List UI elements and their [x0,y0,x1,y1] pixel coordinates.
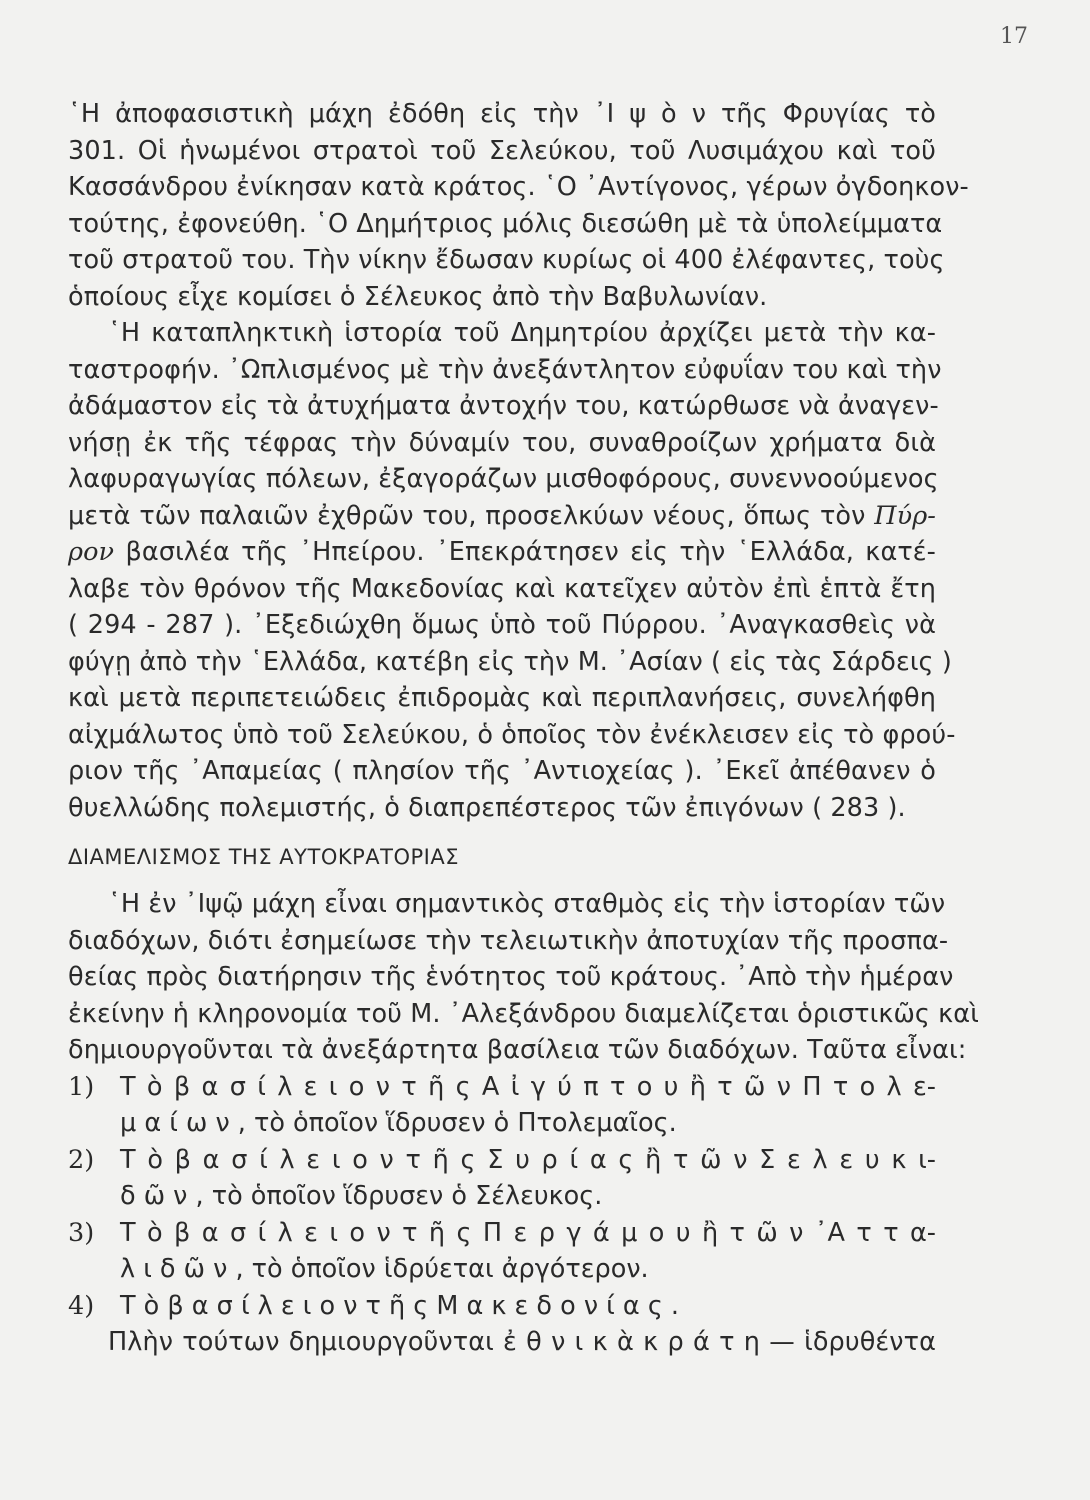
text-line: αἰχμάλωτος ὑπὸ τοῦ Σελεύκου, ὁ ὁποῖος τὸν ἐνέκλεισεν εἰς τὸ φρού- [68,719,956,750]
list-text: Τ ὸ β α σ ί λ ε ι ο ν τ ῆ ς Π ε ρ γ ά μ ο υ ἢ τ ῶ ν ᾿Α τ τ α- [120,1217,936,1248]
text-line: ταστροφήν. ᾿Ωπλισμένος μὲ τὴν ἀνεξάντλητον εὐφυΐαν του καὶ τὴν [68,354,942,385]
text-line: θυελλώδης πολεμιστής, ὁ διαπρεπέστερος τῶν ἐπιγόνων ( 283 ). [68,792,906,823]
text-line: ὁποίους εἶχε κομίσει ὁ Σέλευκος ἀπὸ τὴν Βαβυλωνίαν. [68,281,768,312]
page-number: 17 [1000,24,1028,49]
text-line: θείας πρὸς διατήρησιν τῆς ἑνότητος τοῦ κράτους. ᾿Απὸ τὴν ἡμέραν [68,962,954,992]
list-item-continuation [68,1251,936,1288]
list-text: λ ι δ ῶ ν , τὸ ὁποῖον ἱδρύεται ἀργότερον. [120,1254,649,1284]
pyrrhus-name-italic: ρον [68,537,115,567]
text-line: ῾Η ἀποφασιστικὴ μάχη ἐδόθη εἰς τὴν ᾿Ι ψ ὸ ν τῆς Φρυγίας τὸ [68,99,936,129]
paragraph-demetrius-story [68,315,956,826]
text-line: διαδόχων, διότι ἐσημείωσε τὴν τελειωτικὴν ἀποτυχίαν τῆς προσπα- [68,925,949,956]
list-text: Τ ὸ β α σ ί λ ε ι ο ν τ ῆ ς Μ α κ ε δ ο ν ί α ς . [120,1290,679,1321]
text-line: 301. Οἱ ἡνωμένοι στρατοὶ τοῦ Σελεύκου, τοῦ Λυσιμάχου καὶ τοῦ [68,135,936,166]
text-line: ( 294 - 287 ). ᾿Εξεδιώχθη ὅμως ὑπὸ τοῦ Πύρρου. ᾿Αναγκασθεὶς νὰ [68,610,936,640]
list-text: δ ῶ ν , τὸ ὁποῖον ἵδρυσεν ὁ Σέλευκος. [120,1181,603,1211]
text-line: Κασσάνδρου ἐνίκησαν κατὰ κράτος. ῾Ο ᾿Αντίγονος, γέρων ὀγδοηκον- [68,172,969,202]
text-line: δημιουργοῦνται τὰ ἀνεξάρτητα βασίλεια τῶν διαδόχων. Ταῦτα εἶναι: [68,1035,967,1065]
text-line: ριον τῆς ᾿Απαμείας ( πλησίον τῆς ᾿Αντιοχείας ). ᾿Εκεῖ ἀπέθανεν ὁ [68,756,936,786]
text-line: νήσῃ ἐκ τῆς τέφρας τὴν δύναμίν του, συναθροίζων χρήματα διὰ [68,427,936,458]
page-text [68,96,979,1361]
list-text: μ α ί ω ν , τὸ ὁποῖον ἵδρυσεν ὁ Πτολεμαῖος. [120,1108,677,1138]
list-item-continuation [68,1178,936,1215]
paragraph-battle-of-ipsus [68,96,969,315]
text-line: Πλὴν τούτων δημιουργοῦνται ἐ θ ν ι κ ὰ κ ρ ά τ η — ἱδρυθέντα [108,1327,936,1357]
text-segment: μετὰ τῶν παλαιῶν ἐχθρῶν του, προσελκύων νέους, ὅπως τὸν [68,500,875,531]
kingdoms-list [68,1069,936,1325]
section-heading: ΔΙΑΜΕΛΙΣΜΟΣ ΤΗΣ ΑΥΤΟΚΡΑΤΟΡΙΑΣ [68,845,459,869]
list-item-continuation [68,1105,936,1142]
list-number: 4) [68,1290,95,1321]
text-line: λαφυραγωγίας πόλεων, ἐξαγοράζων μισθοφόρους, συνεννοούμενος [68,464,939,494]
list-item [68,1142,936,1179]
list-number: 1) [68,1071,95,1102]
paragraph-dismemberment [68,886,979,1069]
list-item [68,1288,936,1325]
text-line [68,498,936,535]
list-text: Τ ὸ β α σ ί λ ε ι ο ν τ ῆ ς Α ἰ γ ύ π τ ο υ ἢ τ ῶ ν Π τ ο λ ε- [120,1071,936,1102]
text-line: τοῦ στρατοῦ του. Τὴν νίκην ἔδωσαν κυρίως οἱ 400 ἐλέφαντες, τοὺς [68,245,945,275]
list-number: 2) [68,1144,95,1175]
text-segment: βασιλέα τῆς ᾿Ηπείρου. ᾿Επεκράτησεν εἰς τὴν ῾Ελλάδα, κατέ- [114,537,936,567]
list-text: Τ ὸ β α σ ί λ ε ι ο ν τ ῆ ς Σ υ ρ ί α ς ἢ τ ῶ ν Σ ε λ ε υ κ ι- [120,1144,936,1175]
text-line: καὶ μετὰ περιπετειώδεις ἐπιδρομὰς καὶ περιπλανήσεις, συνελήφθη [68,683,936,713]
text-line: ῾Η ἐν ᾿Ιψῷ μάχη εἶναι σημαντικὸς σταθμὸς εἰς τὴν ἱστορίαν τῶν [108,889,946,919]
list-number: 3) [68,1217,95,1248]
text-line: λαβε τὸν θρόνον τῆς Μακεδονίας καὶ κατεῖχεν αὐτὸν ἐπὶ ἑπτὰ ἔτη [68,573,936,604]
text-line: ῾Η καταπληκτικὴ ἱστορία τοῦ Δημητρίου ἀρχίζει μετὰ τὴν κα- [108,318,936,348]
pyrrhus-name-italic: Πύρ- [874,500,936,531]
text-line: τούτης, ἐφονεύθη. ῾Ο Δημήτριος μόλις διεσώθη μὲ τὰ ὑπολείμματα [68,208,943,239]
text-line: ἀδάμαστον εἰς τὰ ἀτυχήματα ἀντοχήν του, κατώρθωσε νὰ ἀναγεν- [68,391,939,421]
text-line [68,534,936,571]
list-item [68,1069,936,1106]
list-item [68,1215,936,1252]
text-line: φύγῃ ἀπὸ τὴν ῾Ελλάδα, κατέβη εἰς τὴν Μ. ᾿Ασίαν ( εἰς τὰς Σάρδεις ) [68,646,952,677]
text-line: ἐκείνην ἡ κληρονομία τοῦ Μ. ᾿Αλεξάνδρου διαμελίζεται ὁριστικῶς καὶ [68,998,979,1029]
